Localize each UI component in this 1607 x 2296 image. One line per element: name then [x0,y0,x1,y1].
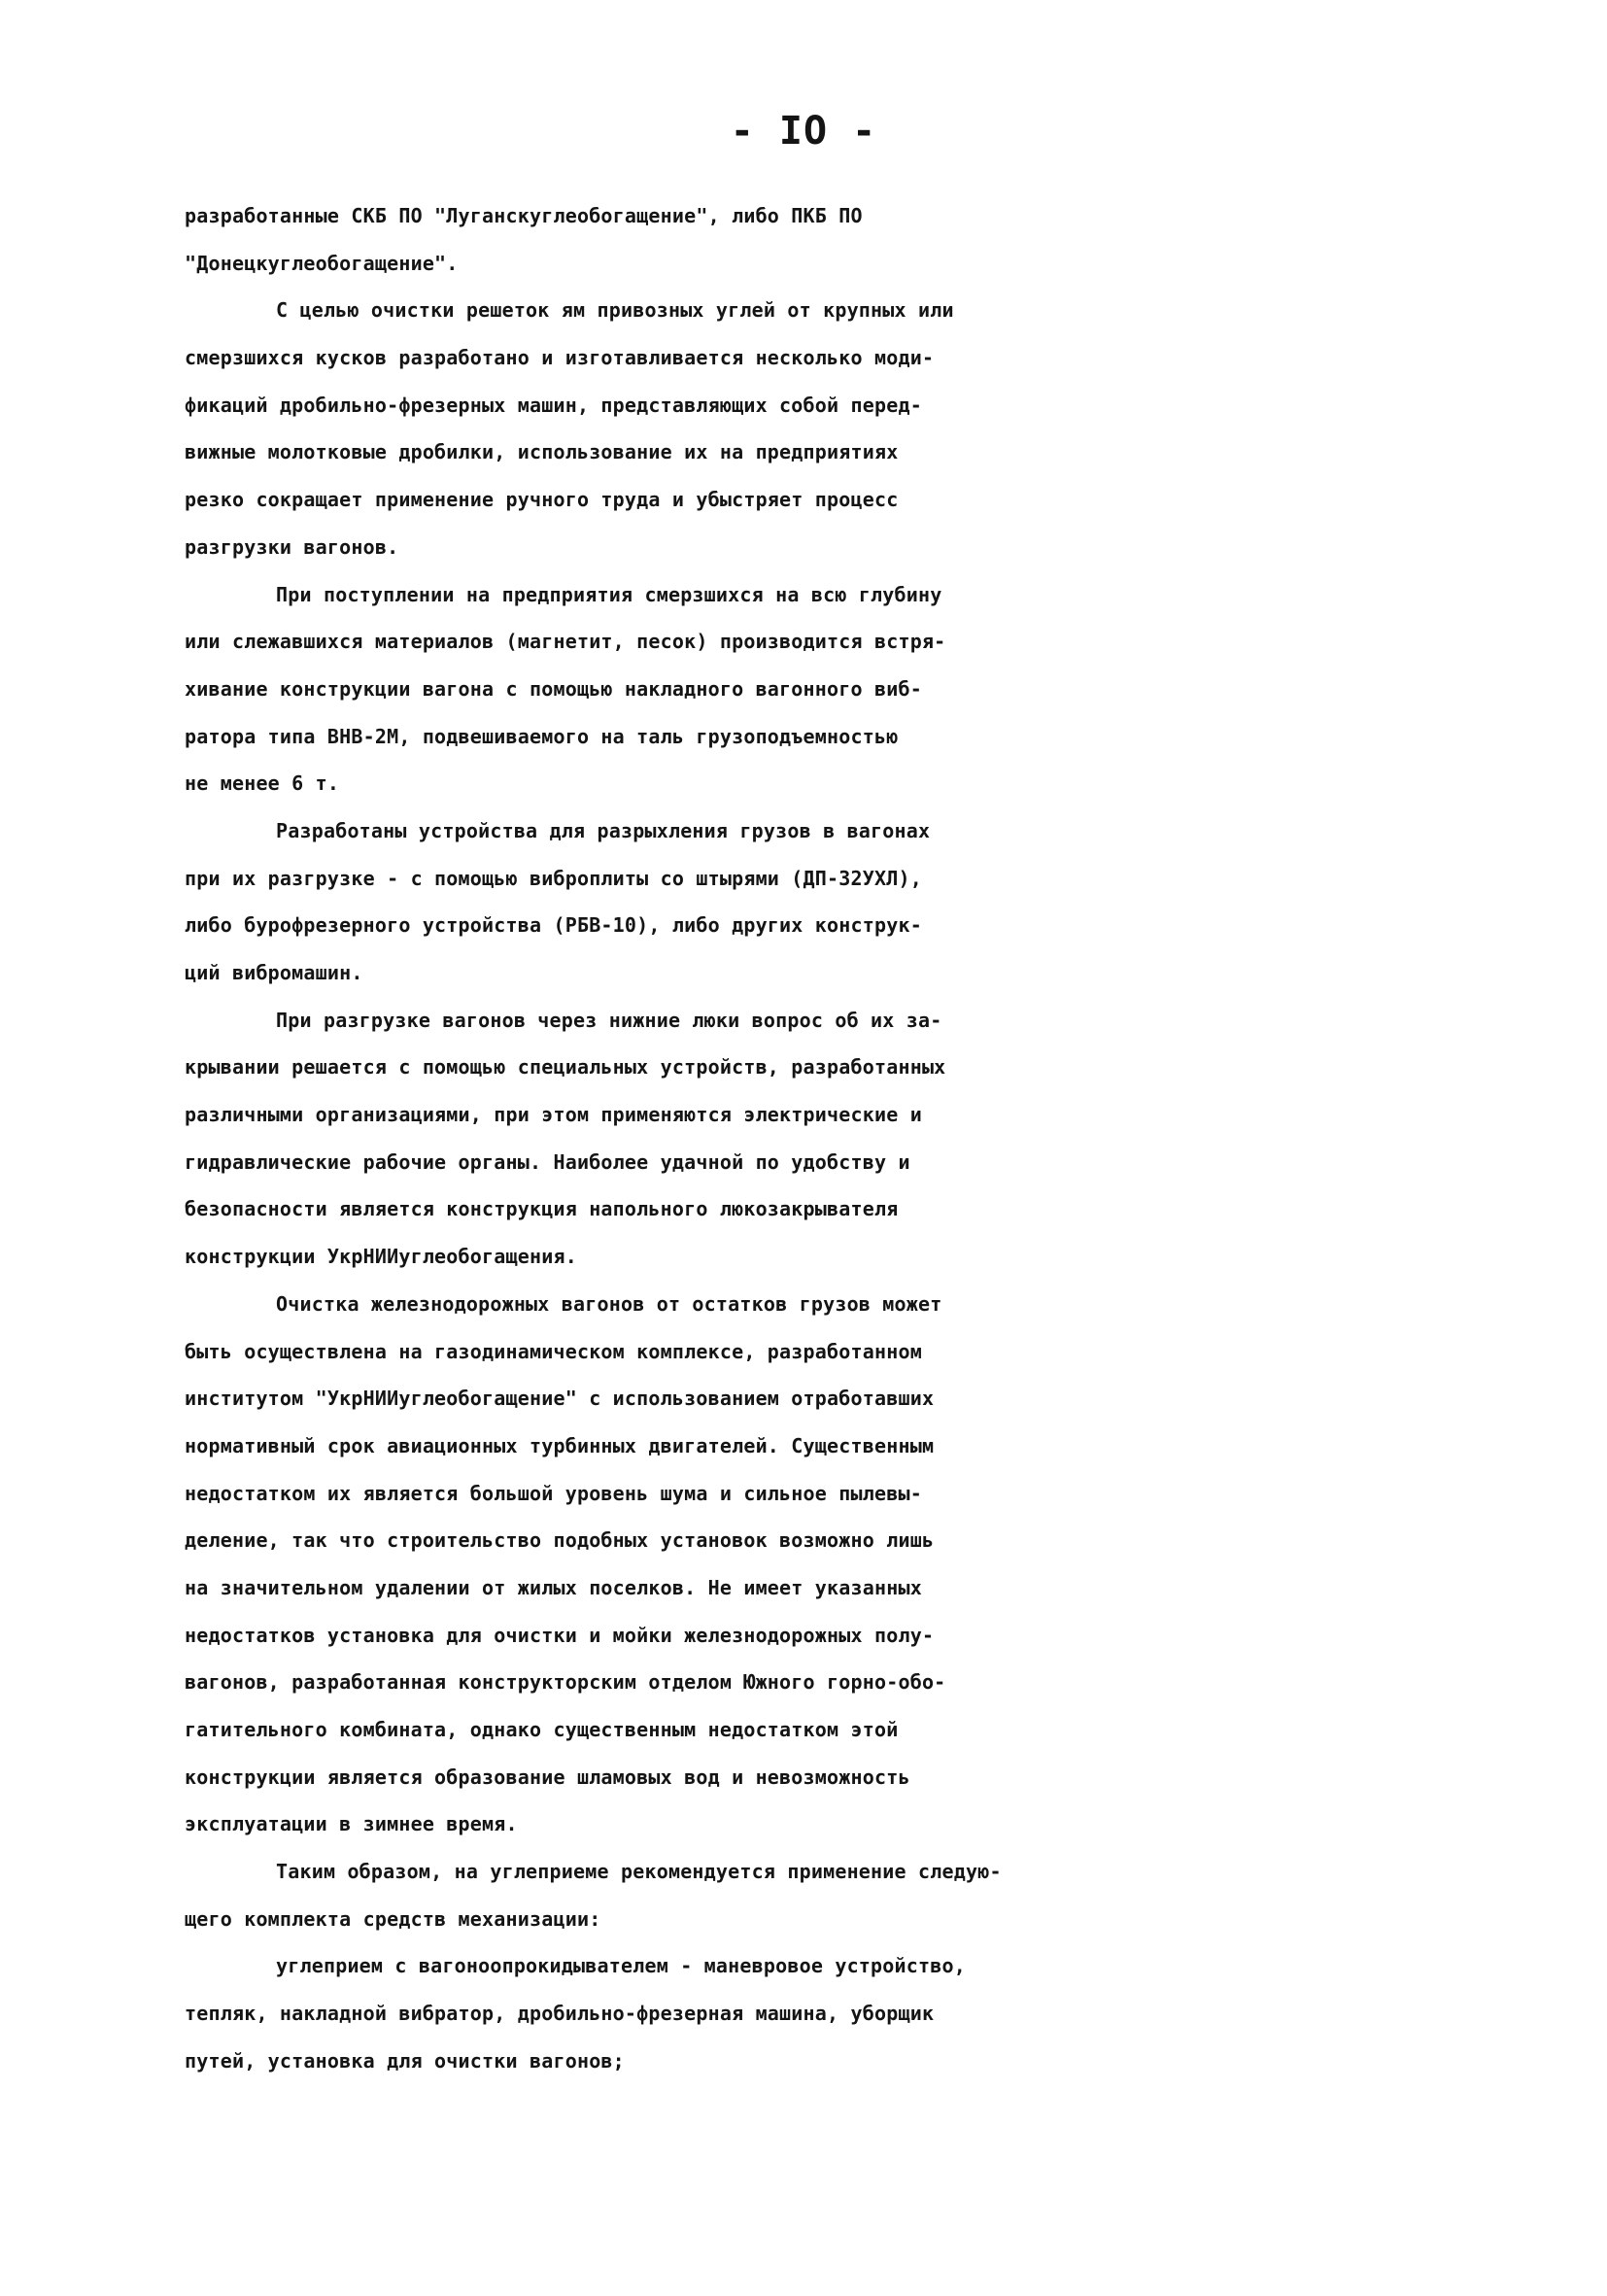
page-number: - IO - [730,109,877,154]
text-line: быть осуществлена на газодинамическом комплексе, разработанном [185,1339,922,1363]
text-line: хивание конструкции вагона с помощью накладного вагонного виб- [185,676,922,701]
text-line: тепляк, накладной вибратор, дробильно-фрезерная машина, уборщик [185,2002,935,2026]
text-line: различными организациями, при этом применяются электрические и [185,1103,922,1127]
text-line: С целью очистки решеток ям привозных углей от крупных или [276,298,954,323]
body-text [185,192,1487,2085]
text-line: не менее 6 т. [185,771,340,796]
text-line: При поступлении на предприятия смерзшихся на всю глубину [276,582,942,606]
text-line: "Донецкуглеобогащение". [185,251,459,275]
text-line: вагонов, разработанная конструкторским отделом Южного горно-обо- [185,1670,946,1695]
text-line: крывании решается с помощью специальных устройств, разработанных [185,1055,946,1079]
text-line: гатительного комбината, однако существенным недостатком этой [185,1718,899,1741]
text-line: углеприем с вагоноопрокидывателем - маневровое устройство, [276,1954,966,1978]
text-line: недостатком их является большой уровень шума и сильное пылевы- [185,1481,922,1505]
text-line: фикаций дробильно-фрезерных машин, представляющих собой перед- [185,393,922,417]
text-line: ратора типа ВНВ-2М, подвешиваемого на таль грузоподъемностью [185,724,899,748]
text-line: Разработаны устройства для разрыхления грузов в вагонах [276,818,931,842]
text-line: разработанные СКБ ПО "Луганскуглеобогащение", либо ПКБ ПО [185,204,863,227]
text-line: недостатков установка для очистки и мойки железнодорожных полу- [185,1623,935,1647]
text-line: эксплуатации в зимнее время. [185,1812,518,1836]
text-line: институтом "УкрНИИуглеобогащение" с использованием отработавших [185,1387,935,1411]
text-line: разгрузки вагонов. [185,534,399,559]
text-line: либо бурофрезерного устройства (РБВ-10), либо других конструк- [185,913,922,938]
text-line: конструкции УкрНИИуглеобогащения. [185,1245,577,1269]
text-line: щего комплекта средств механизации: [185,1906,601,1931]
text-line: Очистка железнодорожных вагонов от остатков грузов может [276,1291,942,1316]
text-line: смерзшихся кусков разработано и изготавливается несколько моди- [185,346,935,370]
text-line: ций вибромашин. [185,961,363,984]
text-line: деление, так что строительство подобных установок возможно лишь [185,1528,935,1553]
text-line: Таким образом, на углеприеме рекомендуется применение следую- [276,1860,1002,1884]
text-line: безопасности является конструкция напольного люкозакрывателя [185,1197,899,1221]
text-line: или слежавшихся материалов (магнетит, песок) производится встря- [185,630,946,654]
text-line: конструкции является образование шламовых вод и невозможность [185,1765,910,1789]
text-line: путей, установка для очистки вагонов; [185,2048,625,2073]
text-line: резко сокращает применение ручного труда и убыстряет процесс [185,488,899,512]
text-line: При разгрузке вагонов через нижние люки вопрос об их за- [276,1008,942,1032]
text-line: на значительном удалении от жилых поселков. Не имеет указанных [185,1575,922,1599]
text-line: при их разгрузке - с помощью виброплиты со штырями (ДП-32УХЛ), [185,866,922,890]
text-line: нормативный срок авиационных турбинных двигателей. Существенным [185,1433,935,1457]
text-line: гидравлические рабочие органы. Наиболее удачной по удобству и [185,1149,910,1174]
text-line: вижные молотковые дробилки, использование их на предприятиях [185,440,899,464]
